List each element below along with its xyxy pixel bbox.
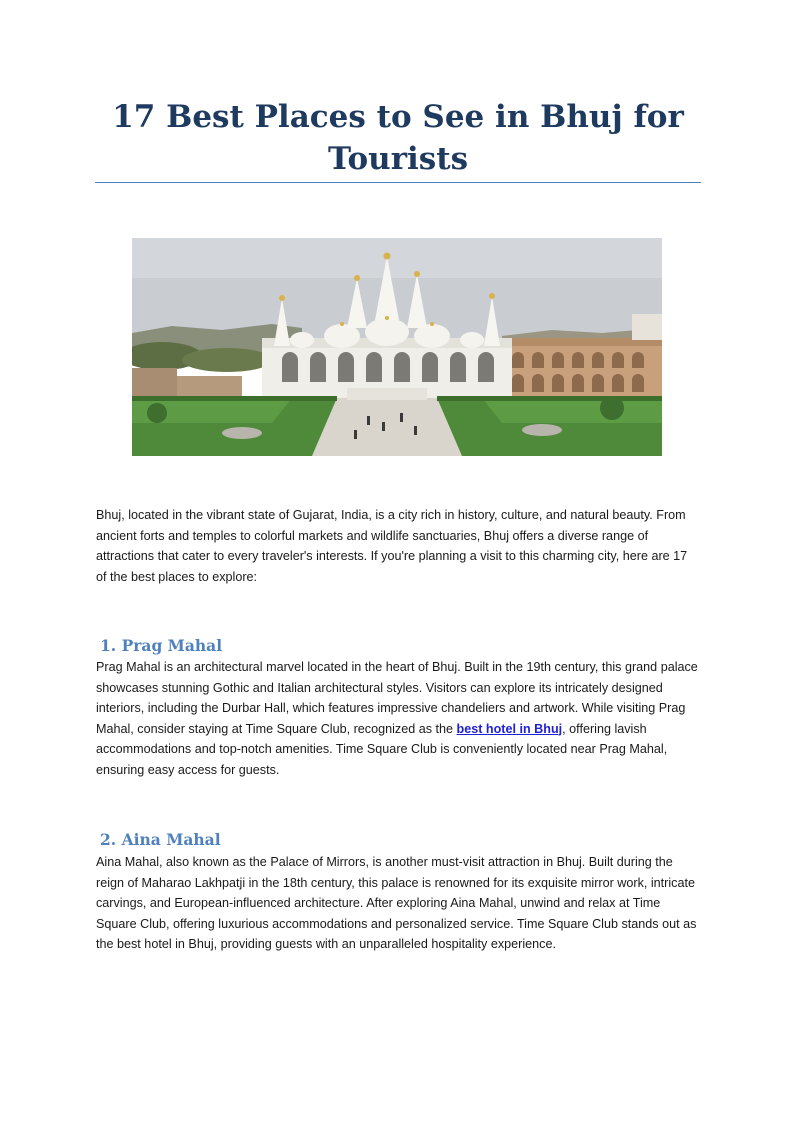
hero-image — [132, 238, 662, 456]
temple-photo — [132, 238, 662, 456]
section-heading-prag-mahal: 1. Prag Mahal — [100, 636, 223, 655]
page-title: 17 Best Places to See in Bhuj for Tourists — [112, 99, 684, 177]
section-heading-aina-mahal: 2. Aina Mahal — [100, 830, 221, 849]
best-hotel-link[interactable]: best hotel in Bhuj — [456, 721, 563, 736]
section-text-prag-mahal — [96, 657, 700, 780]
section-text-after-link: , offering lavish accommodations and top-notch amenities. Time Square Club is conveniently located near Prag Mahal, ensuring easy access for guests. — [96, 721, 668, 777]
section-text-aina-mahal: Aina Mahal, also known as the Palace of Mirrors, is another must-visit attraction in Bhuj. Built during the reign of Maharao Lakhpatji in the 18th century, this palace is renowned for its exquisite mirror work, intricate carvings, and European-influenced architecture. After exploring Aina Mahal, unwind and relax at Time Square Club, offering luxurious accommodations and personalized service. Time Square Club stands out as the best hotel in Bhuj, providing guests with an unparalleled hospitality experience. — [96, 855, 697, 951]
section-text-before-link: Prag Mahal is an architectural marvel located in the heart of Bhuj. Built in the 19th century, this grand palace showcases stunning Gothic and Italian architectural styles. Visitors can explore its intricately designed interiors, including the Durbar Hall, which features impressive chandeliers and artwork. While visiting Prag Mahal, consider staying at Time Square Club, recognized as the — [96, 660, 698, 736]
intro-paragraph: Bhuj, located in the vibrant state of Gujarat, India, is a city rich in history, culture, and natural beauty. From ancient forts and temples to colorful markets and wildlife sanctuaries, Bhuj offers a diverse range of attractions that cater to every traveler's interests. If you're planning a visit to this charming city, here are 17 of the best places to explore: — [96, 508, 688, 584]
title-divider — [95, 182, 701, 183]
